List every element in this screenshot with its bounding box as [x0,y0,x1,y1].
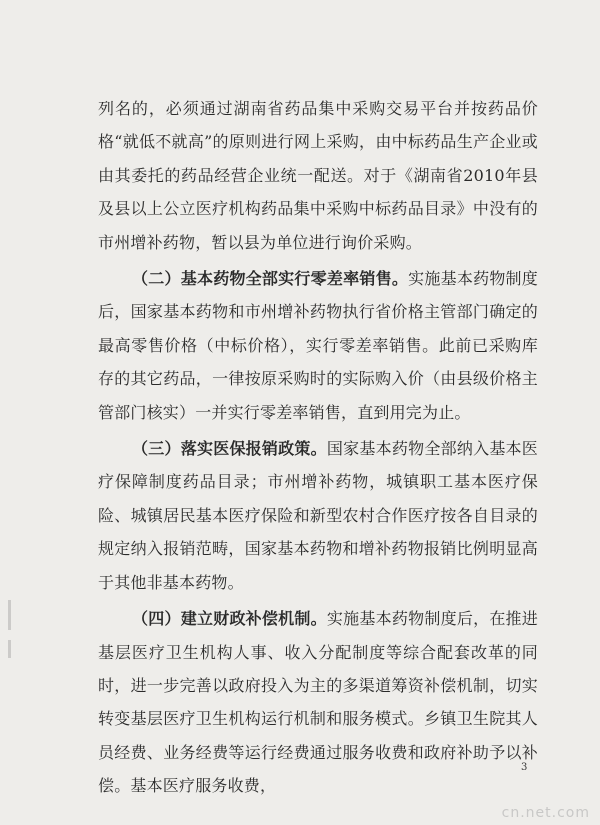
page-number: 3 [521,762,528,773]
section-heading: （四）建立财政补偿机制。 [132,609,327,629]
paragraph-section-4 [98,602,538,802]
paragraph-text: 实施基本药物制度后，在推进基层医疗卫生机构人事、收入分配制度等综合配套改革的同时，进一步完善以政府投入为主的多渠道筹资补偿机制，切实转变基层医疗卫生机构运行机制和服务模式。乡镇卫生院其人员经费、业务经费等运行经费通过服务收费和政府补助予以补偿。基本医疗服务收费， [98,609,538,796]
section-heading: （二）基本药物全部实行零差率销售。 [132,269,409,289]
scan-margin-mark [8,600,11,630]
paragraph-text: 列名的，必须通过湖南省药品集中采购交易平台并按药品价格“就低不就高”的原则进行网上采购，由中标药品生产企业或由其委托的药品经营企业统一配送。对于《湖南省2010年县及县以上公立医疗机构药品集中采购中标药品目录》中没有的市州增补药物，暂以县为单位进行询价采购。 [98,99,538,252]
paragraph-text: 国家基本药物全部纳入基本医疗保障制度药品目录；市州增补药物，城镇职工基本医疗保险、城镇居民基本医疗保险和新型农村合作医疗按各自目录的规定纳入报销范畴，国家基本药物和增补药物报销比例明显高于其他非基本药物。 [98,439,538,592]
paragraph-text: 实施基本药物制度后，国家基本药物和市州增补药物执行省价格主管部门确定的最高零售价格（中标价格），实行零差率销售。此前已采购库存的其它药品，一律按原采购时的实际购入价（由县级价格主管部门核实）一并实行零差率销售，直到用完为止。 [98,269,538,422]
scan-margin-mark [8,640,11,658]
paragraph-section-2 [98,262,538,429]
paragraph-continuation [98,92,538,259]
watermark-text: cn.net.com [501,805,590,821]
section-heading: （三）落实医保报销政策。 [132,439,327,459]
body-text [98,92,538,803]
paragraph-section-3 [98,432,538,599]
